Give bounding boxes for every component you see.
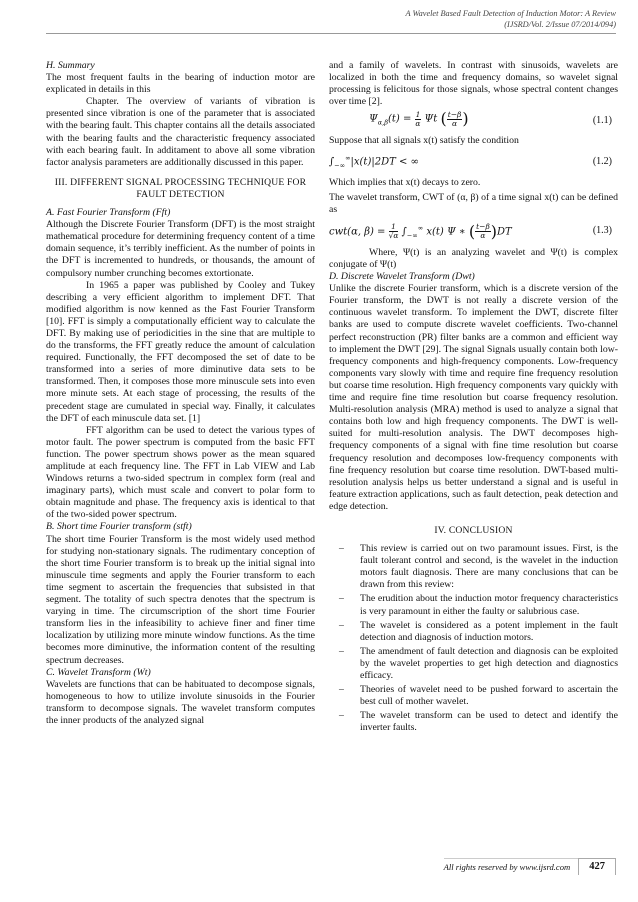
heading-fft: A. Fast Fourier Transform (Fft) bbox=[46, 207, 171, 219]
dash-bullet: – bbox=[339, 710, 344, 722]
conclusion-item bbox=[329, 620, 618, 644]
dash-bullet: – bbox=[339, 645, 344, 657]
equation-1-3 bbox=[329, 219, 618, 244]
summary-para-1: The most frequent faults in the bearing of induction motor are explicated in details in this bbox=[46, 72, 315, 96]
wt-para: Wavelets are functions that can be habituated to decompose signals, homogeneous to how to utilize involute sinusoids in the Fourier transform to decompose signals. The wavelet transform computes the inner products of the analyzed signal bbox=[46, 678, 315, 726]
heading-summary: H. Summary bbox=[46, 60, 95, 71]
conclusion-text: This review is carried out on two paramount issues. First, is the fault tolerant control and second, is the wavelet in the induction motors fault diagnosis. There are many conclusions that can be drawn from this review: bbox=[360, 543, 618, 591]
footer-rights: All rights reserved by www.ijsrd.com bbox=[444, 858, 579, 875]
page-footer bbox=[444, 858, 616, 875]
conclusion-item bbox=[329, 646, 618, 682]
section-3-number: III. bbox=[54, 176, 68, 188]
equation-1-1-number: (1.1) bbox=[592, 115, 612, 127]
conclusion-text: The wavelet transform can be used to detect and identify the inverter faults. bbox=[360, 710, 618, 734]
cwt-intro-text: The wavelet transform, CWT of (α, β) of a time signal x(t) can be defined as bbox=[329, 192, 618, 216]
conclusion-item bbox=[329, 684, 618, 708]
equation-1-2-body: $\int_{-\infty}^\infty|x(t)|2DT$ < ∞ bbox=[329, 153, 419, 170]
section-4-title: CONCLUSION bbox=[448, 524, 513, 536]
running-header bbox=[405, 8, 616, 30]
stft-para: The short time Fourier Transform is the most widely used method for studying non-stationary signals. The rudimentary conception of the short time Fourier transform is to break up the initial signal into minuscule time segments and apply the Fourier transform to each time segment to ascertain the frequencies that subsisted in that segment. The totality of such spectra denotes that the spectrum is varying in time. The circumscription of the short time Fourier transform lies in the infeasibility to achieve finer and finer time localization by utilizing more minute window functions. As the time becomes more diminutive, the information content of the resulting spectrum decreases. bbox=[46, 533, 315, 666]
section-3-title: DIFFERENT SIGNAL PROCESSING TECHNIQUE FOR FAULT DETECTION bbox=[70, 176, 307, 200]
conclusion-item bbox=[329, 593, 618, 617]
dash-bullet: – bbox=[339, 593, 344, 605]
left-column bbox=[46, 60, 315, 727]
conclusion-text: Theories of wavelet need to be pushed forward to ascertain the best cull of mother wavelet. bbox=[360, 684, 618, 708]
equation-1-2 bbox=[329, 149, 618, 174]
right-column bbox=[329, 60, 618, 736]
section-heading-4 bbox=[329, 525, 618, 537]
conclusion-item bbox=[329, 543, 618, 591]
section-heading-3 bbox=[46, 177, 315, 201]
dash-bullet: – bbox=[339, 619, 344, 631]
conclusion-text: The amendment of fault detection and diagnosis can be exploited by the wavelet properties to get high detection and diagnostics efficacy. bbox=[360, 645, 618, 681]
conclusion-item bbox=[329, 710, 618, 734]
wt-para-continued: and a family of wavelets. In contrast with sinusoids, wavelets are localized in both the time and frequency domains, so wavelet signal processing is felicitous for those signals, whose spectral content changes over time [2]. bbox=[329, 60, 618, 108]
conclusion-list bbox=[329, 543, 618, 734]
heading-dwt: D. Discrete Wavelet Transform (Dwt) bbox=[329, 271, 475, 283]
dash-bullet: – bbox=[339, 684, 344, 696]
implies-text: Which implies that x(t) decays to zero. bbox=[329, 177, 481, 189]
header-journal: (IJSRD/Vol. 2/Issue 07/2014/094) bbox=[504, 20, 616, 29]
dash-bullet: – bbox=[339, 543, 344, 555]
where-text: Where, Ψ(t) is an analyzing wavelet and Ψ(t) is complex conjugate of Ψ(t) bbox=[329, 246, 618, 270]
equation-1-3-number: (1.3) bbox=[592, 225, 612, 237]
equation-1-3-body: cwt(α, β) = $\frac{1}{√\alpha}$ $\int_{-\infty}^\infty$ x(t) Ψ ∗ ( $\frac{t-\beta}{\alpha}$ )DT bbox=[329, 221, 512, 241]
page-number: 427 bbox=[578, 858, 616, 875]
equation-1-1-body: $\Psi_{\alpha,\beta}(t)$ = $\frac{1}{\alpha}$ Ψt ( $\frac{t-\beta}{\alpha}$ ) bbox=[369, 109, 469, 129]
header-title: A Wavelet Based Fault Detection of Induction Motor: A Review bbox=[405, 9, 616, 18]
summary-para-2: Chapter. The overview of variants of vibration is presented since vibration is one of the parameter that is associated with the bearing fault. This chapter contains all the details associated with the bearing faults and the characteristic frequency associated with each bearing fault. In additament to above all some vibration factor analysis parameters are additionally discussed in this paper. bbox=[46, 96, 315, 168]
dwt-para: Unlike the discrete Fourier transform, which is a discrete version of the Fourier transform, the DWT is not really a discrete version of the continuous wavelet transform. To implement the DWT, discrete filter banks are used to compute discrete wavelet coefficients. Two-channel perfect reconstruction (PR) filter banks are a common and efficient way to implement the DWT [29]. The signal Signals usually contain both low-frequency components and high-frequency components. Low-frequency components vary slowly with time and require fine frequency resolution but coarse time resolution. High frequency components vary quickly with time and require fine time resolution but coarse frequency resolution. Multi-resolution analysis (MRA) method is used to analyze a signal that contains both low and high frequency components. The DWT is well-suited for multi-resolution analysis. The DWT decomposes high-frequency components of a signal with fine time resolution but coarse frequency resolution and decomposes low-frequency components with fine frequency resolution but coarse time resolution. DWT-based multi-resolution analysis helps us better understand a signal and is useful in feature extraction applications, such as fault detection, peak detection and edge detection. bbox=[329, 283, 618, 512]
section-4-number: IV. bbox=[434, 524, 447, 536]
header-rule bbox=[46, 33, 616, 34]
heading-stft: B. Short time Fourier transform (stft) bbox=[46, 521, 192, 533]
conclusion-text: The wavelet is considered as a potent implement in the fault detection and diagnosis of induction motors. bbox=[360, 619, 618, 643]
conclusion-text: The erudition about the induction motor frequency characteristics is very paramount in either the faulty or salubrious case. bbox=[360, 593, 618, 617]
fft-para-3: FFT algorithm can be used to detect the various types of motor fault. The power spectrum is computed from the basic FFT function. The power spectrum shows power as the mean squared amplitude at each frequency line. The FFT in Lab VIEW and Lab Windows returns a two-sided spectrum in complex form (real and imaginary parts), which must scale and convert to polar form to obtain magnitude and phase. The frequency axis is identical to that of the two-sided power spectrum. bbox=[46, 424, 315, 521]
fft-para-2: In 1965 a paper was published by Cooley and Tukey describing a very efficient algorithm to implement DFT. That modified algorithm is now kenned as the Fast Fourier Transform [10]. FFT is simply a computationally efficient way to calculate the DFT. By making use of periodicities in the sine that are multiple to do the transforms, the FFT greatly reduce the amount of calculation required. Functionally, the FFT decomposed the set of date to be transformed into a series of more diminutive data sets to be transformed. Then, it composes those more minuscule sets into even more minute sets. At each stage of processing, the results of the precedent stage are cumulated in special way. Finally, it calculates the DFT of each minuscule data set. [1] bbox=[46, 279, 315, 424]
suppose-text: Suppose that all signals x(t) satisfy the condition bbox=[329, 134, 519, 146]
equation-1-2-number: (1.2) bbox=[592, 155, 612, 167]
fft-para-1: Although the Discrete Fourier Transform (DFT) is the most straight mathematical procedure for determining frequency content of a time domain sequence, it’s terribly inefficient. As the number of points in the DFT is incremented to hundreds, or thousands, the amount of compulsory number crunching becomes extortionate. bbox=[46, 219, 315, 279]
heading-wavelet-transform: C. Wavelet Transform (Wt) bbox=[46, 666, 151, 678]
equation-1-1 bbox=[329, 110, 618, 132]
